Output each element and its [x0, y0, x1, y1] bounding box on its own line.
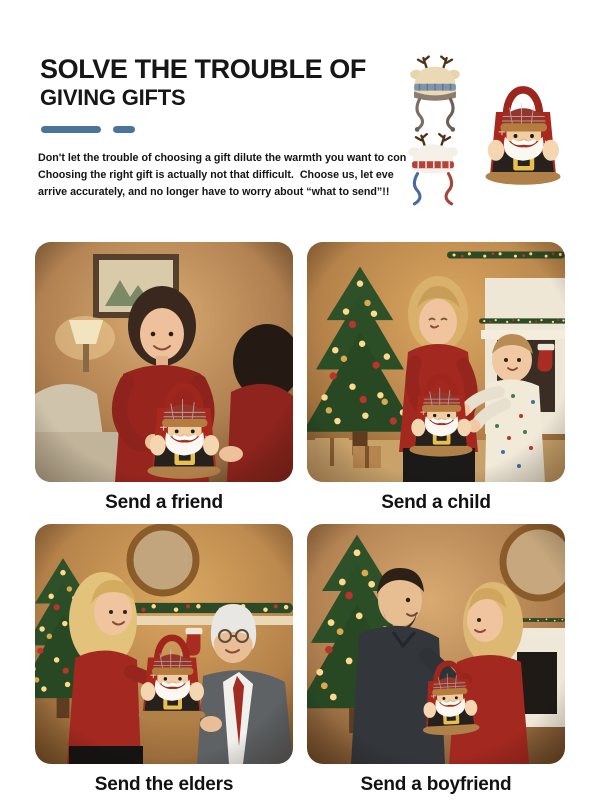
intro-line-3: arrive accurately, and no longer have to worry about “what to send”!!: [38, 186, 390, 198]
title-divider: [41, 126, 135, 133]
usage-gallery: [35, 242, 565, 800]
title-line-1: SOLVE THE TROUBLE OF: [40, 54, 367, 84]
caption-send-a-friend: Send a friend: [105, 492, 223, 513]
reindeer-hat-image-bottom: [402, 130, 464, 208]
caption-send-the-elders: Send the elders: [94, 774, 234, 795]
page-title: [40, 54, 366, 111]
title-line-2: GIVING GIFTS: [40, 85, 186, 110]
intro-line-2: Choosing the right gift is actually not that difficult. Choose us, let eve: [38, 169, 394, 181]
gallery-card-friend: [35, 242, 293, 524]
intro-line-1: Don't let the trouble of choosing a gift dilute the warmth you want to con: [38, 152, 407, 164]
divider-dash-long: [41, 126, 101, 133]
gallery-card-child: [307, 242, 565, 524]
photo-send-a-boyfriend: [307, 524, 565, 764]
intro-paragraph: [38, 150, 407, 201]
photo-send-a-friend: [35, 242, 293, 482]
caption-send-a-boyfriend: Send a boyfriend: [360, 774, 512, 795]
product-images: [398, 46, 574, 210]
divider-dash-short: [113, 126, 135, 133]
gallery-card-boyfriend: [307, 524, 565, 800]
photo-send-the-elders: [35, 524, 293, 764]
photo-send-a-child: [307, 242, 565, 482]
reindeer-hat-image-top: [404, 54, 466, 132]
gallery-card-elders: [35, 524, 293, 800]
caption-send-a-child: Send a child: [381, 492, 491, 513]
santa-bag-product-image: [478, 56, 568, 204]
